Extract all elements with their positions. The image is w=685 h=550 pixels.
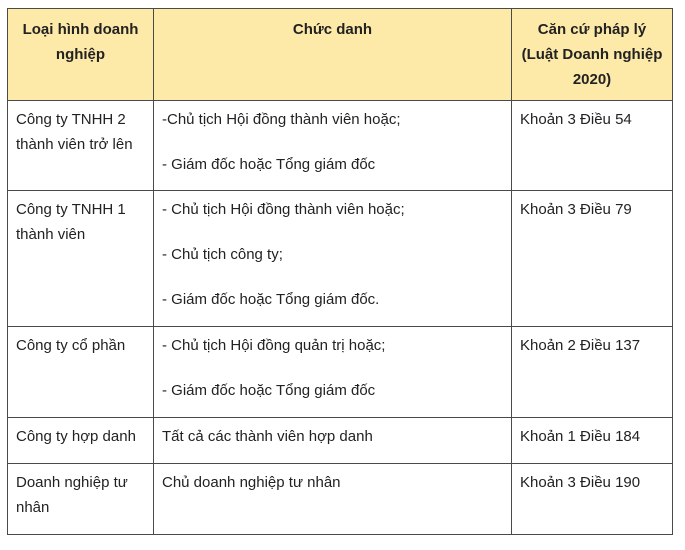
- table-row: [8, 191, 673, 327]
- position-line: -Chủ tịch Hội đồng thành viên hoặc;: [162, 111, 401, 128]
- cell-legal-basis: Khoản 2 Điều 137: [512, 327, 673, 418]
- cell-business-type: Công ty TNHH 1 thành viên: [8, 191, 154, 327]
- table-row: [8, 327, 673, 418]
- position-line: - Giám đốc hoặc Tổng giám đốc: [162, 156, 376, 173]
- legal-representative-table: [7, 8, 673, 535]
- cell-business-type: Công ty hợp danh: [8, 418, 154, 464]
- cell-business-type: Công ty cổ phần: [8, 327, 154, 418]
- table-row: [8, 418, 673, 464]
- position-line: - Chủ tịch Hội đồng thành viên hoặc;: [162, 201, 405, 218]
- cell-business-type: Công ty TNHH 2 thành viên trở lên: [8, 101, 154, 191]
- cell-business-type: Doanh nghiệp tư nhân: [8, 464, 154, 535]
- table-row: [8, 101, 673, 191]
- cell-positions: [154, 191, 512, 327]
- position-line: - Giám đốc hoặc Tổng giám đốc.: [162, 291, 380, 308]
- table-header-row: [8, 9, 673, 101]
- position-line: - Giám đốc hoặc Tổng giám đốc: [162, 382, 376, 399]
- cell-positions: [154, 464, 512, 535]
- cell-legal-basis: Khoản 3 Điều 79: [512, 191, 673, 327]
- header-legal-basis: Căn cứ pháp lý (Luật Doanh nghiệp 2020): [512, 9, 673, 101]
- cell-positions: [154, 101, 512, 191]
- header-position: Chức danh: [154, 9, 512, 101]
- header-business-type: Loại hình doanh nghiệp: [8, 9, 154, 101]
- cell-positions: [154, 418, 512, 464]
- position-line: Tất cả các thành viên hợp danh: [162, 428, 373, 445]
- table-row: [8, 464, 673, 535]
- position-line: - Chủ tịch Hội đồng quản trị hoặc;: [162, 337, 386, 354]
- position-line: Chủ doanh nghiệp tư nhân: [162, 474, 341, 491]
- cell-positions: [154, 327, 512, 418]
- cell-legal-basis: Khoản 3 Điều 190: [512, 464, 673, 535]
- cell-legal-basis: Khoản 1 Điều 184: [512, 418, 673, 464]
- position-line: - Chủ tịch công ty;: [162, 246, 283, 263]
- cell-legal-basis: Khoản 3 Điều 54: [512, 101, 673, 191]
